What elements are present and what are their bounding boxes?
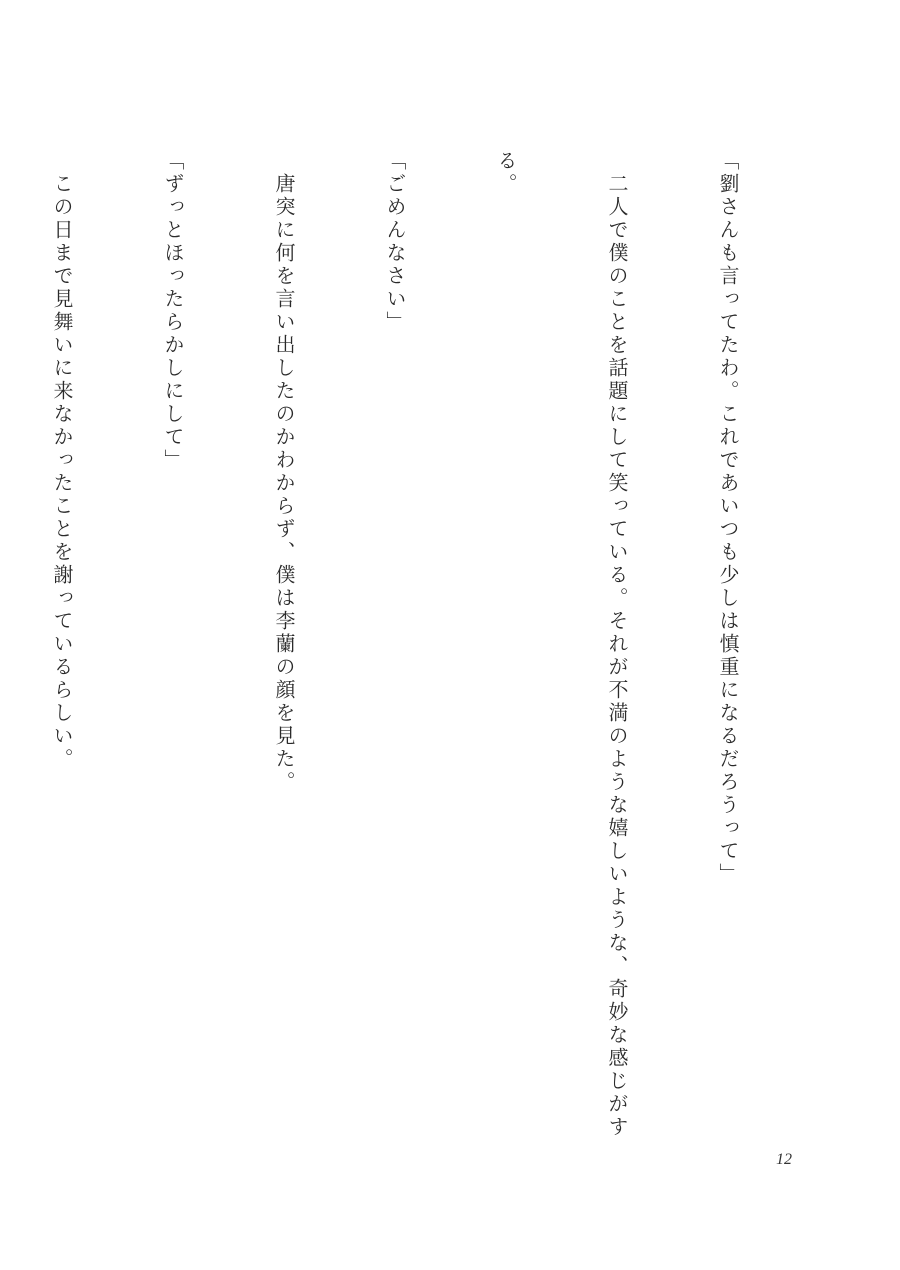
page-number: 12 bbox=[776, 1151, 792, 1168]
text-line: 「劉さんも言ってたわ。これであいつも少しは慎重になるだろうって」 bbox=[716, 150, 740, 886]
text-line: 二人で僕のことを話題にして笑っている。それが不満のような嬉しいような、奇妙な感じがす bbox=[605, 150, 629, 1139]
text-line: る。 bbox=[494, 150, 518, 196]
text-line: この日まで見舞いに来なかったことを謝っているらしい。 bbox=[50, 150, 74, 771]
text-line: 「ずっとほったらかしにして」 bbox=[161, 150, 185, 472]
text-line: 「ごめんなさい」 bbox=[383, 150, 407, 334]
text-line: 唐突に何を言い出したのかわからず、僕は李蘭の顔を見た。 bbox=[272, 150, 296, 794]
vertical-text-body bbox=[0, 150, 820, 1150]
